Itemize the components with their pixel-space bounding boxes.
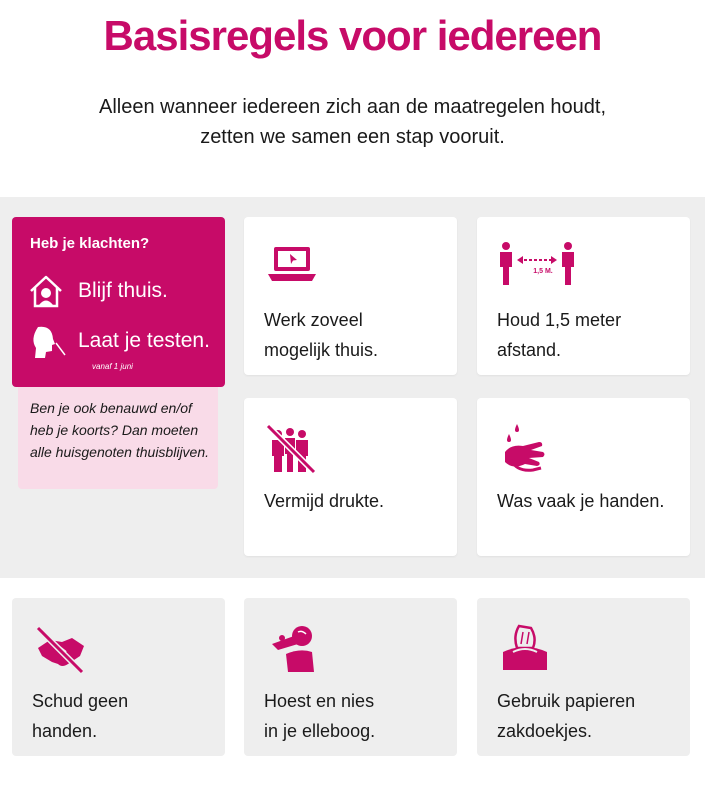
rule-text-distance: Houd 1,5 meter afstand. — [497, 310, 622, 360]
rule-card-crowds — [244, 398, 457, 556]
rule-text-work-home: Werk zoveel mogelijk thuis. — [264, 310, 379, 360]
rule-text-wash-hands: Was vaak je handen. — [497, 491, 665, 511]
stay-home-row — [26, 271, 168, 311]
tissue-box-icon — [497, 622, 553, 678]
wash-hands-icon — [497, 422, 553, 478]
rule-card-distance — [477, 217, 690, 375]
page-subtitle — [0, 92, 705, 152]
cough-elbow-icon — [264, 622, 320, 678]
stay-home-label: Blijf thuis. — [78, 279, 168, 302]
rule-card-tissues — [477, 598, 690, 756]
symptoms-note — [18, 387, 218, 489]
subtitle-line-2: zetten we samen een stap vooruit. — [200, 126, 505, 148]
page-title: Basisregels voor iedereen — [103, 12, 602, 59]
no-handshake-icon — [32, 622, 88, 678]
symptoms-card — [12, 217, 225, 387]
house-sick-icon — [26, 271, 66, 311]
get-tested-label: Laat je testen. — [78, 329, 210, 352]
symptoms-title: Heb je klachten? — [30, 235, 150, 252]
no-crowds-icon — [264, 422, 320, 478]
rule-card-work-home — [244, 217, 457, 375]
subtitle-line-1: Alleen wanneer iedereen zich aan de maatregelen houdt, — [98, 96, 607, 118]
rule-card-no-handshake — [12, 598, 225, 756]
test-swab-icon — [26, 321, 66, 361]
laptop-icon — [264, 241, 320, 289]
rule-text-tissues: Gebruik papieren zakdoekjes. — [497, 691, 636, 741]
rule-card-wash-hands — [477, 398, 690, 556]
symptoms-note-text: Ben je ook benauwd en/of heb je koorts? Dan moeten alle huisgenoten thuisblijven. — [30, 400, 210, 460]
tested-note: vanaf 1 juni — [92, 362, 133, 371]
distance-people-icon — [497, 241, 577, 289]
rule-text-crowds: Vermijd drukte. — [264, 491, 385, 511]
rule-text-no-handshake: Schud geen handen. — [32, 691, 129, 741]
get-tested-row — [26, 321, 210, 361]
distance-badge: 1,5 M. — [533, 268, 553, 275]
rule-text-cough-elbow: Hoest en nies in je elleboog. — [264, 691, 376, 741]
rule-card-cough-elbow — [244, 598, 457, 756]
